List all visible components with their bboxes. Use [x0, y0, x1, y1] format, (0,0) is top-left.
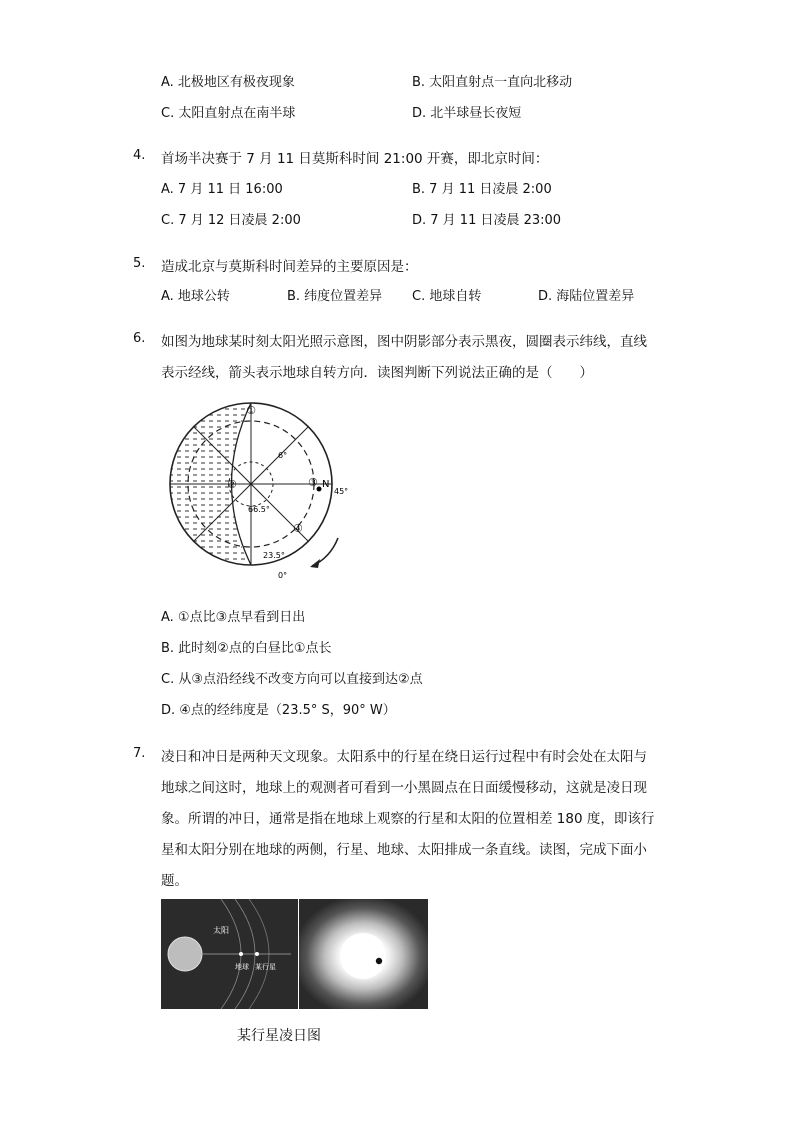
q4-option-c: C. 7 月 12 日凌晨 2:00 — [161, 213, 301, 228]
q3-option-a: A. 北极地区有极夜现象 — [161, 75, 295, 90]
q5-number: 5. — [133, 256, 146, 271]
q5-option-b: B. 纬度位置差异 — [287, 289, 383, 304]
point-2-label: ② — [227, 478, 237, 491]
q4-number: 4. — [133, 148, 146, 163]
q4-option-b: B. 7 月 11 日凌晨 2:00 — [412, 182, 552, 197]
lat-label-66-5: 66.5° — [248, 505, 270, 514]
q6-stem-line2: 表示经线，箭头表示地球自转方向．读图判断下列说法正确的是（ ） — [161, 365, 593, 381]
q7-line-2: 地球之间这时，地球上的观测者可看到一小黑圆点在日面缓慢移动，这就是凌日现 — [161, 780, 647, 796]
q5-stem: 造成北京与莫斯科时间差异的主要原因是： — [161, 259, 418, 275]
lat-label-6: 6° — [278, 451, 288, 460]
q7-line-5: 题。 — [161, 873, 188, 889]
q7-line-4: 星和太阳分别在地球的两侧，行星、地球、太阳排成一条直线。读图，完成下面小 — [161, 842, 647, 858]
sun-label: 太阳 — [213, 926, 229, 935]
q7-line-3: 象。所谓的冲日，通常是指在地球上观察的行星和太阳的位置相差 180 度，即该行 — [161, 811, 655, 827]
orbit-diagram — [161, 899, 298, 1009]
q6-stem-line1: 如图为地球某时刻太阳光照示意图，图中阴影部分表示黑夜，圆圈表示纬线，直线 — [161, 334, 647, 350]
point-4-label: ④ — [293, 522, 303, 535]
q4-option-d: D. 7 月 11 日凌晨 23:00 — [412, 213, 562, 228]
q3-option-b: B. 太阳直射点一直向北移动 — [412, 75, 573, 90]
earth-icon — [239, 952, 243, 956]
q5-option-c: C. 地球自转 — [412, 289, 482, 304]
rotation-arrow — [312, 538, 338, 566]
q6-option-c: C. 从③点沿经线不改变方向可以直接到达②点 — [161, 672, 423, 687]
q3-option-d: D. 北半球昼长夜短 — [412, 106, 522, 121]
point-1-label: ① — [246, 404, 256, 417]
planet-dot-icon — [376, 958, 382, 964]
lat-label-0: 0° — [278, 571, 288, 580]
q3-option-c: C. 太阳直射点在南半球 — [161, 106, 296, 121]
transit-photo — [299, 899, 428, 1009]
q6-number: 6. — [133, 331, 146, 346]
q6-option-b: B. 此时刻②点的白昼比①点长 — [161, 641, 332, 656]
rotation-arrow-head-icon — [310, 559, 320, 568]
q6-option-a: A. ①点比③点早看到日出 — [161, 610, 306, 625]
q4-option-a: A. 7 月 11 日 16:00 — [161, 182, 283, 197]
earth-label: 地球 — [235, 963, 249, 971]
q5-option-d: D. 海陆位置差异 — [538, 289, 635, 304]
planet-label: 某行星 — [255, 963, 276, 971]
figure-caption: 某行星凌日图 — [237, 1028, 321, 1044]
north-label: N — [322, 479, 330, 490]
point-3-label: ③ — [308, 476, 318, 489]
q6-option-d: D. ④点的经纬度是（23.5° S，90° W） — [161, 703, 396, 718]
q7-line-1: 凌日和冲日是两种天文现象。太阳系中的行星在绕日运行过程中有时会处在太阳与 — [161, 749, 647, 765]
lon-label-45: 45° — [334, 487, 349, 496]
earth-illumination-diagram — [160, 400, 360, 585]
lat-label-23-5: 23.5° — [263, 551, 285, 560]
q4-stem: 首场半决赛于 7 月 11 日莫斯科时间 21:00 开赛，即北京时间： — [161, 151, 549, 167]
night-shade — [160, 400, 251, 570]
q5-option-a: A. 地球公转 — [161, 289, 230, 304]
planet-icon — [255, 952, 259, 956]
q7-number: 7. — [133, 746, 146, 761]
sun-icon — [168, 937, 202, 971]
